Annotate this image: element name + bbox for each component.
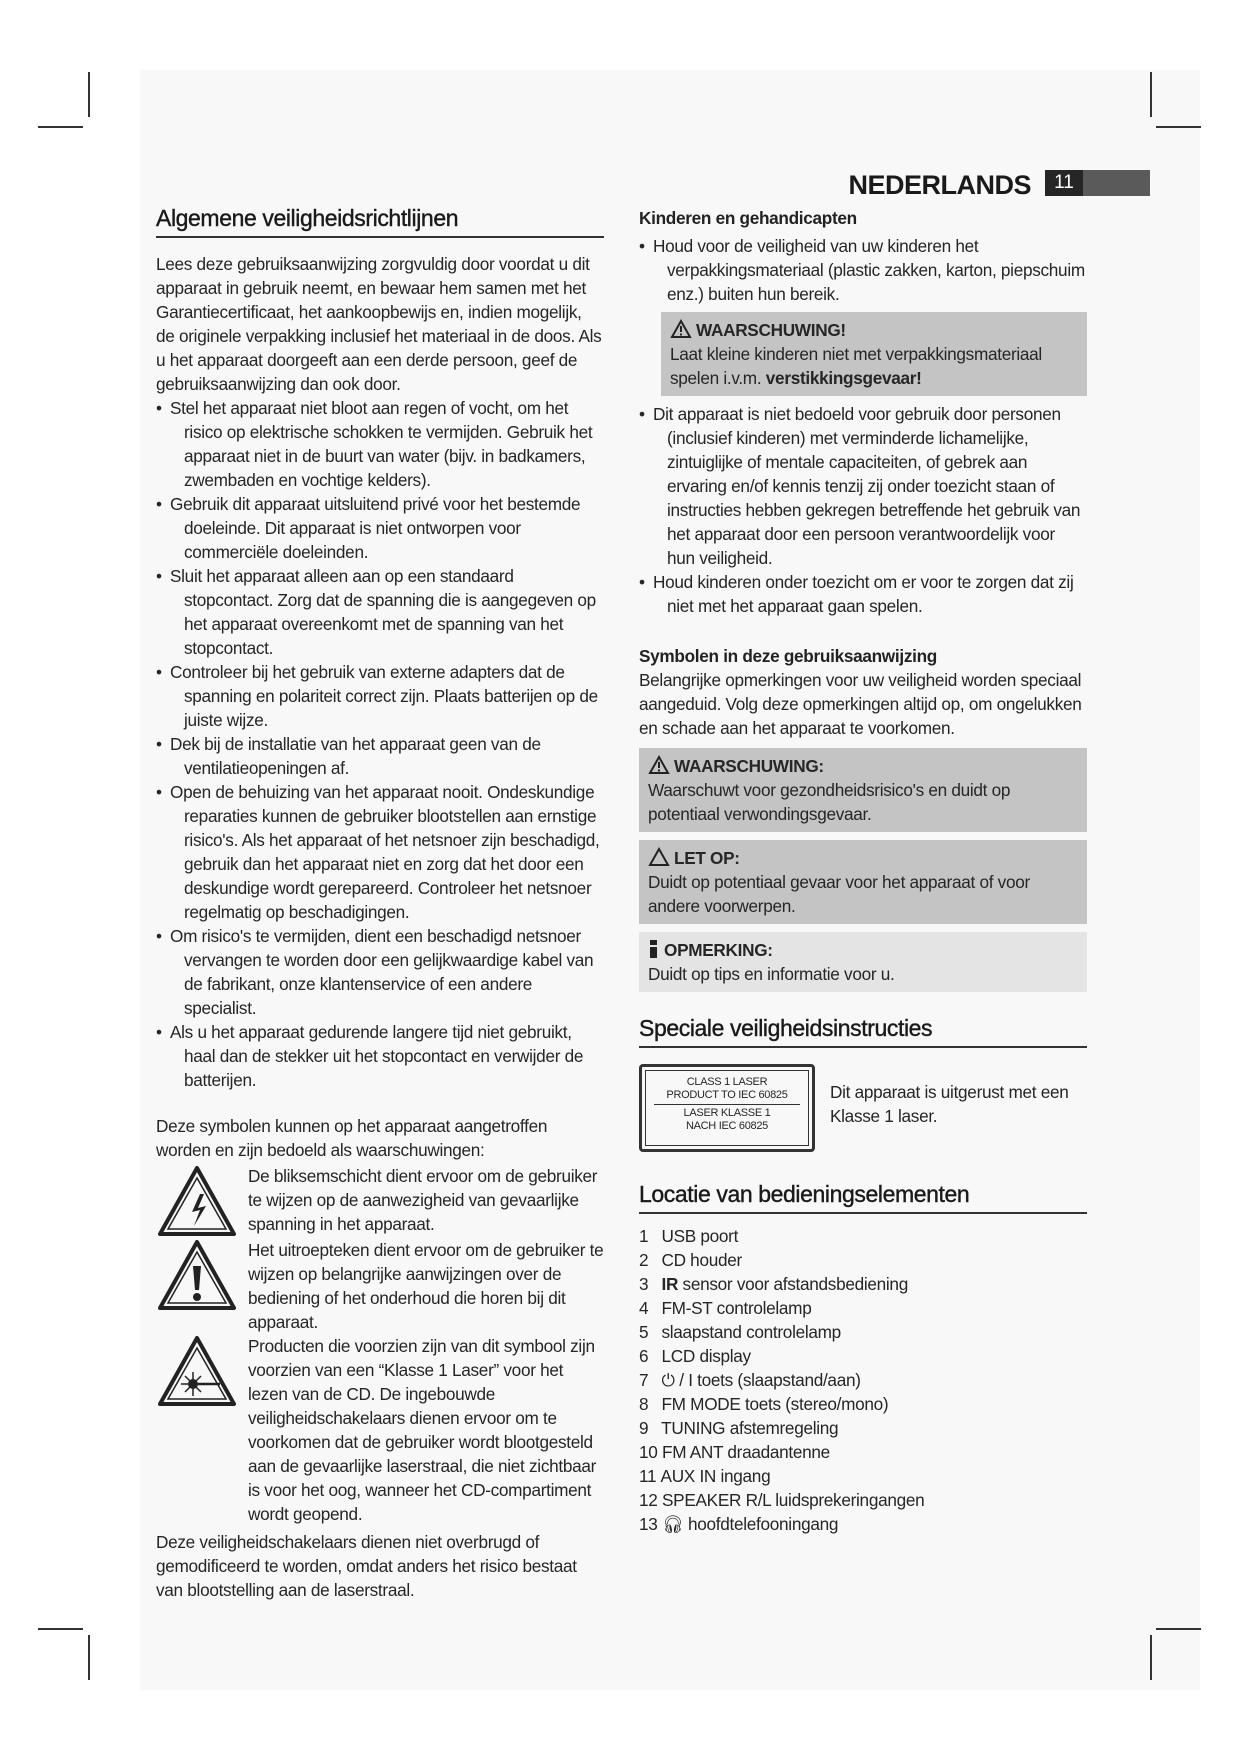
laser-label-line: CLASS 1 LASER (686, 1076, 768, 1088)
list-item: • Houd kinderen onder toezicht om er voor te zorgen dat zij niet met het apparaat gaan spelen. (639, 570, 1087, 618)
right-column (639, 206, 1087, 1536)
laser-info-row (639, 1064, 1087, 1152)
crop-mark (38, 126, 83, 128)
list-item: 10 FM ANT draadantenne (639, 1442, 830, 1462)
warning-box (639, 748, 1087, 832)
list-item: 1 USB poort (639, 1226, 739, 1246)
list-item: 13 🎧︎ hoofdtelefooningang (639, 1514, 839, 1534)
crop-mark (88, 1635, 90, 1680)
crop-mark (88, 72, 90, 117)
page-number: 11 (1045, 170, 1083, 196)
list-item: • Dek bij de installatie van het apparaat geen van de ventilatieopeningen af. (156, 732, 604, 780)
symbol-row-exclamation (156, 1238, 604, 1334)
list-item: 2 CD houder (639, 1250, 742, 1270)
lightning-warning-icon (156, 1164, 238, 1238)
symbol-text: De bliksemschicht dient ervoor om de gebruiker te wijzen op de aanwezigheid van gevaarlijke spanning in het apparaat. (248, 1166, 598, 1234)
caution-text: Duidt op potentiaal gevaar voor het apparaat of voor andere voorwerpen. (648, 872, 1030, 916)
list-item: 6 LCD display (639, 1346, 751, 1366)
warning-title: WAARSCHUWING: (648, 754, 1078, 778)
caution-title: LET OP: (648, 846, 1078, 870)
laser-info-text: Dit apparaat is uitgerust met een Klasse 1 laser. (830, 1082, 1069, 1126)
note-box (639, 932, 1087, 992)
laser-label-inner (645, 1070, 809, 1146)
list-item: 5 slaapstand controlelamp (639, 1322, 841, 1342)
list-item: • Om risico's te vermijden, dient een beschadigd netsnoer vervangen te worden door een gelijkwaardige kabel van de fabrikant, onze klantenservice of een andere specialist. (156, 924, 604, 1020)
laser-label-divider (654, 1104, 800, 1105)
crop-mark (38, 1628, 83, 1630)
symbol-row-lightning (156, 1164, 604, 1238)
symbol-text: Het uitroepteken dient ervoor om de gebruiker te wijzen op belangrijke aanwijzingen over de bediening of het onderhoud die horen bij dit apparaat. (248, 1240, 604, 1332)
crop-mark (1156, 1628, 1201, 1630)
list-item: 8 FM MODE toets (stereo/mono) (639, 1394, 889, 1414)
list-item: • Dit apparaat is niet bedoeld voor gebruik door personen (inclusief kinderen) met verminderde lichamelijke, zintuiglijke of mentale capaciteiten, of gebrek aan ervaring en/of kennis tenzij zij onder toezicht staan of instructies hebben gekregen betreffende het gebruik van het apparaat door een persoon verantwoordelijk voor hun veiligheid. (639, 402, 1087, 570)
list-item: • Houd voor de veiligheid van uw kinderen het verpakkingsmateriaal (plastic zakken, karton, piepschuim enz.) buiten hun bereik. (639, 234, 1087, 306)
controls-list (639, 1224, 1087, 1536)
symbol-text: Producten die voorzien zijn van dit symbool zijn voorzien van een “Klasse 1 Laser” voor het lezen van de CD. De ingebouwde veiligheidschakelaars dienen ervoor om te voorkomen dat de gebruiker wordt blootgesteld aan de gevaarlijke laserstraal, die niet zichtbaar is voor het oog, wanneer het CD-compartiment wordt geopend. (248, 1336, 597, 1524)
power-symbol-icon: ⏻ (661, 1370, 675, 1390)
warning-triangle-icon (670, 319, 692, 339)
symbol-row-laser (156, 1334, 604, 1526)
laser-warning-icon (156, 1334, 238, 1408)
warning-bold-text: verstikkingsgevaar! (765, 368, 922, 388)
list-item: 11 AUX IN ingang (639, 1466, 771, 1486)
caution-triangle-icon (648, 847, 670, 867)
list-item: • Gebruik dit apparaat uitsluitend privé voor het bestemde doeleinde. Dit apparaat is niet ontworpen voor commerciële doeleinden. (156, 492, 604, 564)
warning-text: Laat kleine kinderen niet met verpakkingsmateriaal spelen i.v.m. verstikkingsgevaar! (670, 344, 1042, 388)
list-item: • Stel het apparaat niet bloot aan regen of vocht, om het risico op elektrische schokken te vermijden. Gebruik het apparaat niet in de buurt van water (bijv. in badkamers, zwembaden en vochtige kelders). (156, 396, 604, 492)
list-item: • Als u het apparaat gedurende langere tijd niet gebruikt, haal dan de stekker uit het stopcontact en verwijder de batterijen. (156, 1020, 604, 1092)
list-item: 12 SPEAKER R/L luidsprekeringangen (639, 1490, 925, 1510)
list-item: • Sluit het apparaat alleen aan op een standaard stopcontact. Zorg dat de spanning die is aangegeven op het apparaat overeenkomt met de spanning van het stopcontact. (156, 564, 604, 660)
warning-title: WAARSCHUWING! (670, 318, 1078, 342)
note-title: OPMERKING: (648, 938, 1078, 962)
list-item: • Controleer bij het gebruik van externe adapters dat de spanning en polariteit correct zijn. Plaats batterijen op de juiste wijze. (156, 660, 604, 732)
note-text: Duidt op tips en informatie voor u. (648, 964, 895, 984)
general-safety-heading: Algemene veiligheidsrichtlijnen (156, 206, 604, 238)
intro-paragraph: Lees deze gebruiksaanwijzing zorgvuldig door voordat u dit apparaat in gebruik neemt, en bewaar hem samen met het Garantiecertificaat, het aankoopbewijs en, indien mogelijk, de originele verpakking inclusief het materiaal in de doos. Als u het apparaat doorgeeft aan een derde persoon, geef de gebruiksaanwijzing dan ook door. (156, 254, 602, 394)
children-bullets-more (639, 402, 1087, 618)
symbols-intro: Deze symbolen kunnen op het apparaat aangetroffen worden en zijn bedoeld als waarschuwingen: (156, 1116, 548, 1160)
caution-box (639, 840, 1087, 924)
laser-class-label (639, 1064, 815, 1152)
symbols-heading: Symbolen in deze gebruiksaanwijzing (639, 646, 937, 666)
laser-label-line: PRODUCT TO IEC 60825 (666, 1089, 788, 1101)
crop-mark (1150, 1635, 1152, 1680)
language-header: NEDERLANDS (848, 170, 1031, 200)
list-item: 9 TUNING afstemregeling (639, 1418, 839, 1438)
left-column (156, 206, 604, 1602)
laser-label-line: LASER KLASSE 1 (683, 1107, 771, 1119)
warning-text: Waarschuwt voor gezondheidsrisico's en duidt op potentiaal verwondingsgevaar. (648, 780, 1011, 824)
list-item: 4 FM-ST controlelamp (639, 1298, 812, 1318)
special-safety-heading: Speciale veiligheidsinstructies (639, 1016, 1087, 1048)
list-item: • Open de behuizing van het apparaat nooit. Ondeskundige reparaties kunnen de gebruiker blootstellen aan ernstige risico's. Als het apparaat of het netsnoer zijn beschadigd, gebruik dan het apparaat niet en zorg dat het door een deskundige wordt gerepareerd. Controleer het netsnoer regelmatig op beschadigingen. (156, 780, 604, 924)
symbols-intro-text: Belangrijke opmerkingen voor uw veiligheid worden speciaal aangeduid. Volg deze opmerkingen altijd op, om ongelukken en schade aan het apparaat te voorkomen. (639, 670, 1082, 738)
info-icon (648, 939, 660, 959)
children-warning-box (661, 312, 1087, 396)
children-bullets (639, 234, 1087, 306)
warning-triangle-icon (648, 755, 670, 775)
list-item: 3 IR sensor voor afstandsbediening (639, 1274, 908, 1294)
page-number-tab (1045, 170, 1150, 196)
closing-paragraph: Deze veiligheidschakelaars dienen niet overbrugd of gemodificeerd te worden, omdat anders het risico bestaat van blootstelling aan de laserstraal. (156, 1532, 577, 1600)
exclamation-warning-icon (156, 1238, 238, 1312)
crop-mark (1156, 126, 1201, 128)
children-heading: Kinderen en gehandicapten (639, 208, 857, 228)
safety-bullet-list (156, 396, 604, 1092)
laser-label-line: NACH IEC 60825 (685, 1120, 768, 1132)
controls-heading: Locatie van bedieningselementen (639, 1182, 1087, 1214)
list-item: 7 ⏻ / I toets (slaapstand/aan) (639, 1370, 861, 1390)
crop-mark (1150, 72, 1152, 117)
headphone-icon: 🎧︎ (662, 1514, 684, 1534)
